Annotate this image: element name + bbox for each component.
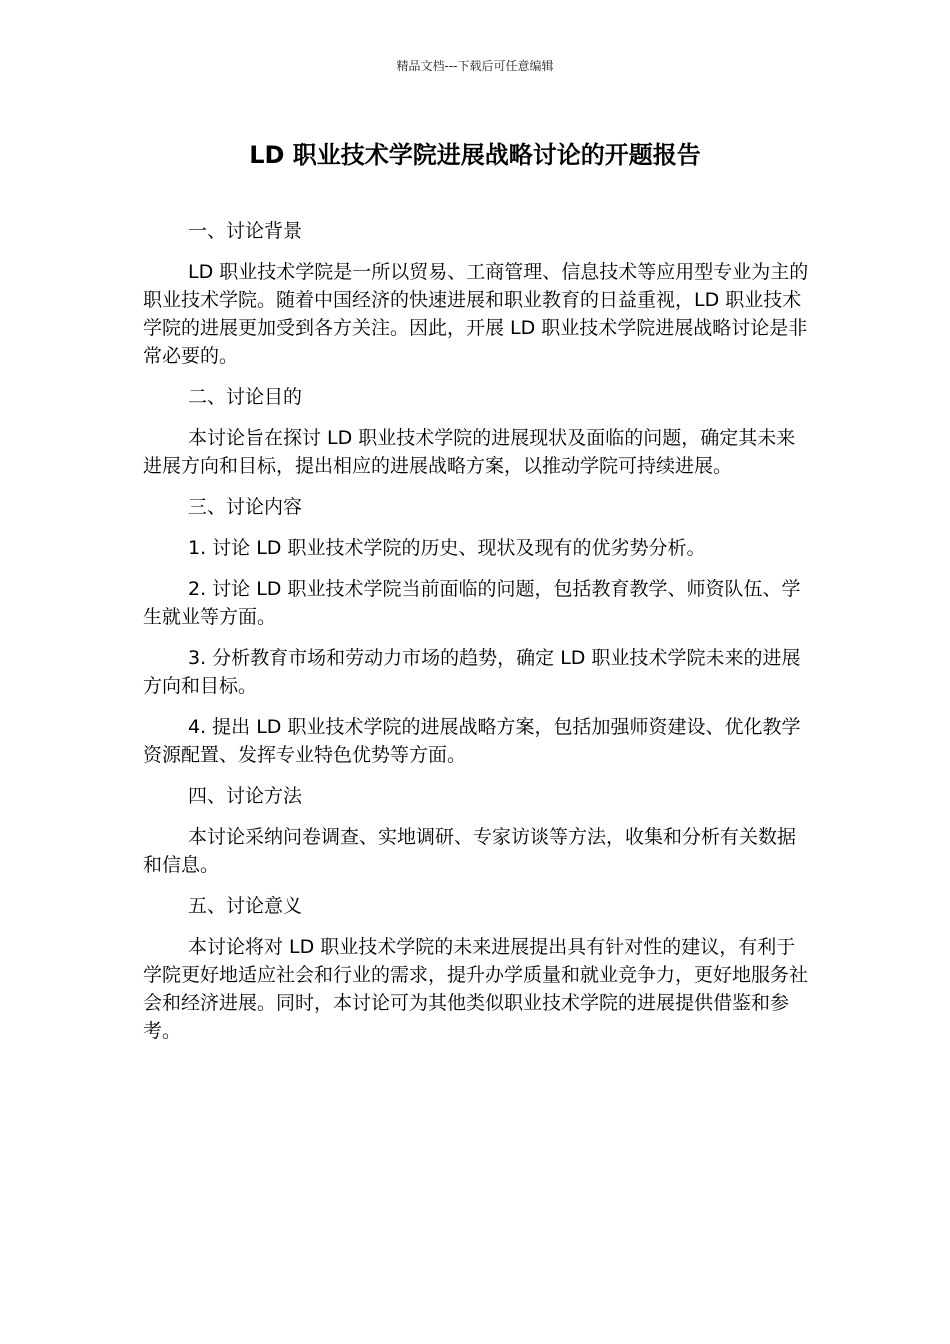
paragraph-method: 本讨论采纳问卷调查、实地调研、专家访谈等方法，收集和分析有关数据和信息。 xyxy=(143,826,797,876)
content-item-3: 3. 分析教育市场和劳动力市场的趋势，确定 LD 职业技术学院未来的进展方向和目标。 xyxy=(143,647,801,697)
section-heading-content: 三、讨论内容 xyxy=(188,496,303,518)
paragraph-significance: 本讨论将对 LD 职业技术学院的未来进展提出具有针对性的建议，有利于学院更好地适应社会和行业的需求，提升办学质量和就业竞争力，更好地服务社会和经济进展。同时，本讨论可为其他类似职业技术学院的进展提供借鉴和参考。 xyxy=(143,936,809,1042)
content-item-1: 1. 讨论 LD 职业技术学院的历史、现状及现有的优劣势分析。 xyxy=(188,537,706,559)
paragraph-purpose: 本讨论旨在探讨 LD 职业技术学院的进展现状及面临的问题，确定其未来进展方向和目标，提出相应的进展战略方案，以推动学院可持续进展。 xyxy=(143,427,796,477)
paragraph-background: LD 职业技术学院是一所以贸易、工商管理、信息技术等应用型专业为主的职业技术学院。随着中国经济的快速进展和职业教育的日益重视，LD 职业技术学院的进展更加受到各方关注。因此，开展 LD 职业技术学院进展战略讨论是非常必要的。 xyxy=(143,261,809,367)
section-heading-method: 四、讨论方法 xyxy=(188,785,303,807)
content-item-2: 2. 讨论 LD 职业技术学院当前面临的问题，包括教育教学、师资队伍、学生就业等方面。 xyxy=(143,578,801,628)
document-title: LD 职业技术学院进展战略讨论的开题报告 xyxy=(249,141,701,169)
section-heading-background: 一、讨论背景 xyxy=(188,220,303,242)
section-heading-purpose: 二、讨论目的 xyxy=(188,386,303,408)
page-header-note: 精品文档---下载后可任意编辑 xyxy=(396,59,554,73)
section-heading-significance: 五、讨论意义 xyxy=(188,895,303,917)
document-body xyxy=(143,217,811,1058)
content-item-4: 4. 提出 LD 职业技术学院的进展战略方案，包括加强师资建设、优化教学资源配置、发挥专业特色优势等方面。 xyxy=(143,716,801,766)
